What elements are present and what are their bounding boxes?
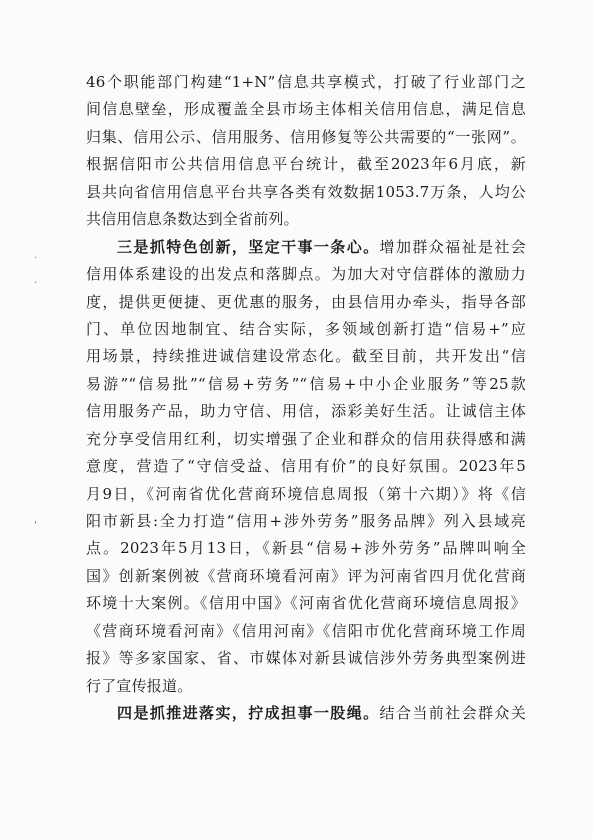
line-text: 结合当前社会群众关 xyxy=(379,704,526,723)
line-text: 信用体系建设的出发点和落脚点。为加大对守信群体的激励力 xyxy=(86,265,526,284)
text-line xyxy=(86,453,526,480)
scan-mark: · xyxy=(34,278,38,289)
line-text: 报》等多家国家、省、市媒体对新县诚信涉外劳务典型案例进 xyxy=(86,649,526,668)
line-text: 充分享受信用红利，切实增强了企业和群众的信用获得感和满 xyxy=(86,429,526,448)
line-text: 国》创新案例被《营商环境看河南》评为河南省四月优化营商 xyxy=(86,566,526,585)
line-text: 月9日，《河南省优化营商环境信息周报（第十六期）》将《信 xyxy=(86,484,526,503)
line-text: 《营商环境看河南》《信用河南》《信阳市优化营商环境工作周 xyxy=(86,621,526,640)
text-line xyxy=(86,535,526,562)
text-line xyxy=(86,316,526,343)
text-line xyxy=(86,563,526,590)
line-text: 间信息壁垒，形成覆盖全县市场主体相关信用信息，满足信息 xyxy=(86,100,526,119)
text-line xyxy=(86,69,526,96)
line-text: 用场景，持续推进诚信建设常态化。截至目前，共开发出“信 xyxy=(86,347,526,366)
line-text: 县共向省信用信息平台共享各类有效数据1053.7万条，人均公 xyxy=(86,182,526,201)
line-text: 门、单位因地制宜、结合实际，多领域创新打造“信易+”应 xyxy=(86,319,526,338)
text-line xyxy=(86,426,526,453)
line-text: 共信用信息条数达到全省前列。 xyxy=(86,210,299,229)
text-line xyxy=(86,124,526,151)
text-line xyxy=(86,234,526,261)
line-text: 易游”“信易批”“信易+劳务”“信易+中小企业服务”等25款 xyxy=(86,374,526,393)
line-text: 信用服务产品，助力守信、用信，添彩美好生活。让诚信主体 xyxy=(86,402,526,421)
text-line xyxy=(86,289,526,316)
text-line xyxy=(86,261,526,288)
text-line xyxy=(86,96,526,123)
text-line xyxy=(86,343,526,370)
section-heading: 三是抓特色创新，坚定干事一条心。 xyxy=(117,237,380,256)
text-line xyxy=(86,508,526,535)
text-line xyxy=(86,398,526,425)
text-line xyxy=(86,590,526,617)
line-text: 增加群众福祉是社会 xyxy=(379,237,526,256)
text-line xyxy=(86,618,526,645)
text-line xyxy=(86,700,526,727)
line-text: 阳市新县:全力打造“信用+涉外劳务”服务品牌》列入县域亮 xyxy=(86,512,526,530)
text-line xyxy=(86,645,526,672)
line-text: 行了宣传报道。 xyxy=(86,676,193,695)
line-text: 意度，营造了“守信受益、信用有价”的良好氛围。2023年5 xyxy=(86,457,526,476)
line-text: 根据信阳市公共信用信息平台统计，截至2023年6月底，新 xyxy=(86,155,526,174)
text-line xyxy=(86,481,526,508)
line-text: 归集、信用公示、信用服务、信用修复等公共需要的“一张网”。 xyxy=(86,127,526,146)
text-line xyxy=(86,371,526,398)
line-text: 环境十大案例。《信用中国》《河南省优化营商环境信息周报》 xyxy=(86,594,526,613)
text-line xyxy=(86,179,526,206)
document-body xyxy=(86,69,526,728)
text-line xyxy=(86,206,526,233)
scan-mark: ' xyxy=(34,520,37,531)
line-text: 点。2023年5月13日，《新县“信易+涉外劳务”品牌叫响全 xyxy=(86,539,526,558)
text-line xyxy=(86,151,526,178)
text-line xyxy=(86,673,526,700)
section-heading: 四是抓推进落实，拧成担事一股绳。 xyxy=(117,704,380,723)
scan-mark: · xyxy=(34,253,38,264)
line-text: 46个职能部门构建“1+N”信息共享模式，打破了行业部门之 xyxy=(86,73,526,91)
line-text: 度，提供更便捷、更优惠的服务，由县信用办牵头，指导各部 xyxy=(86,292,526,311)
